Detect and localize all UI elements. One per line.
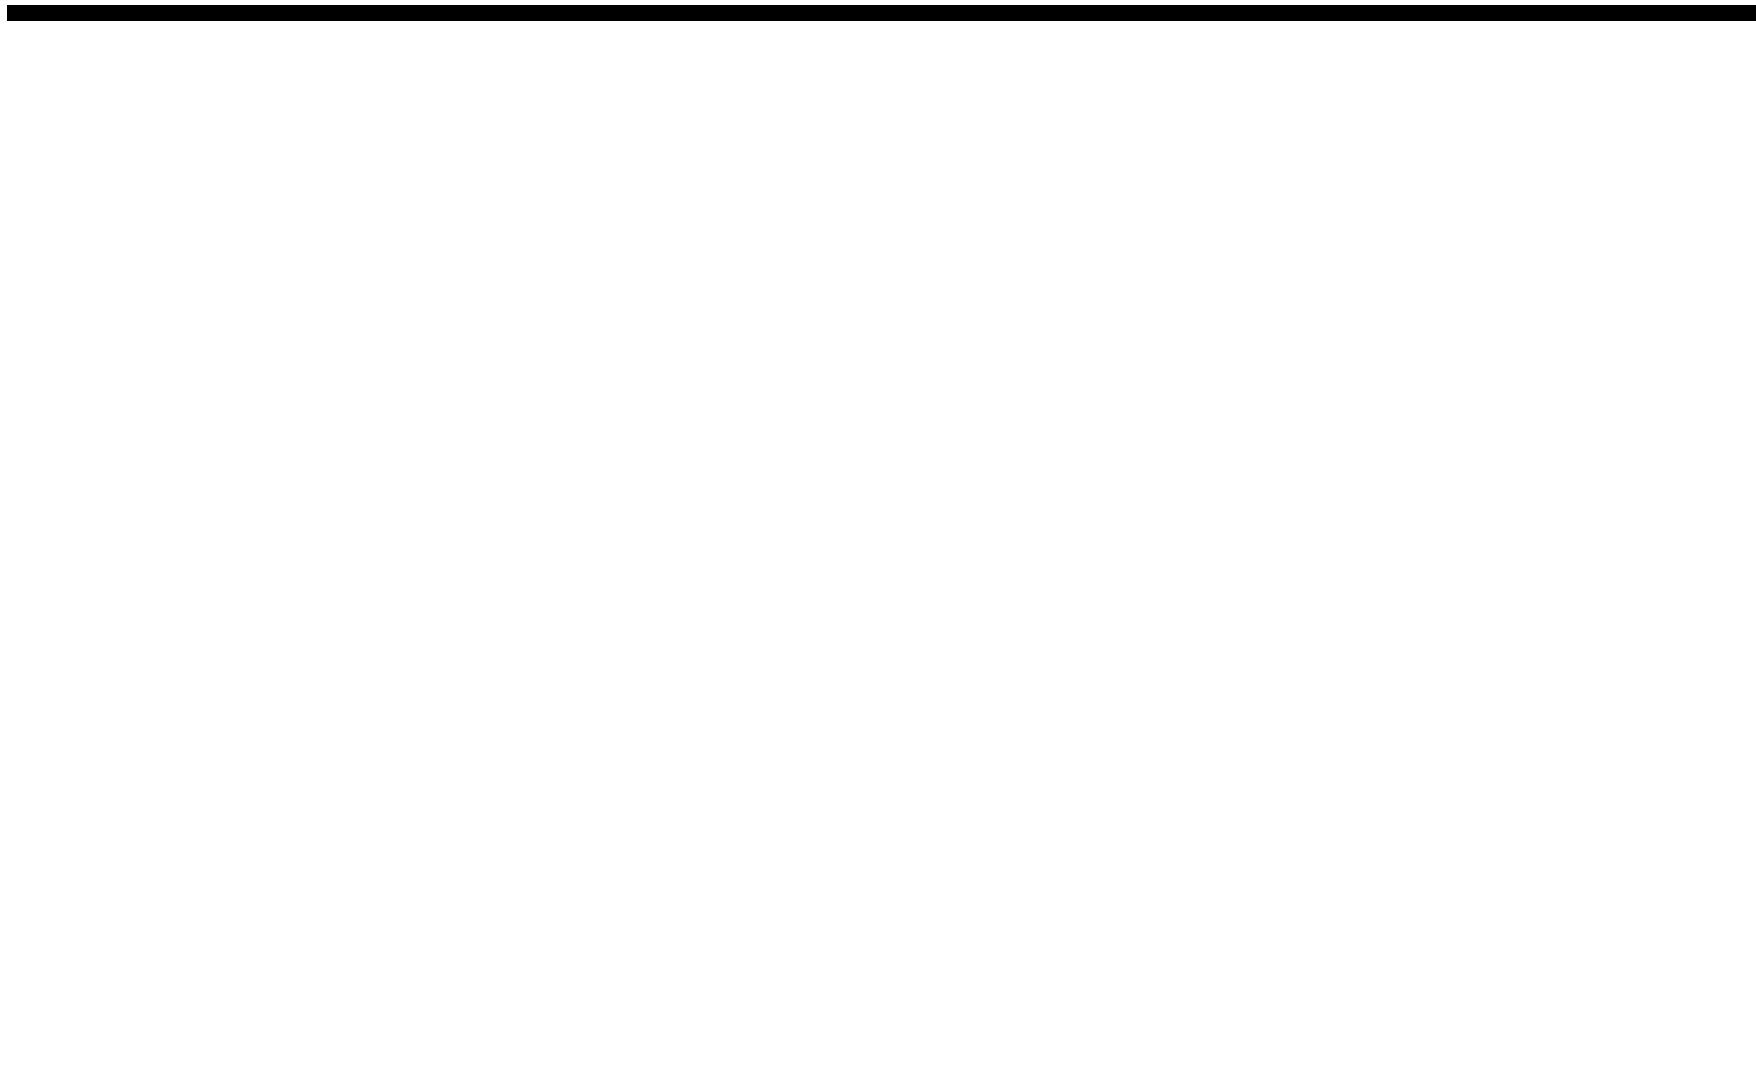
update-title-bar <box>7 5 1756 21</box>
